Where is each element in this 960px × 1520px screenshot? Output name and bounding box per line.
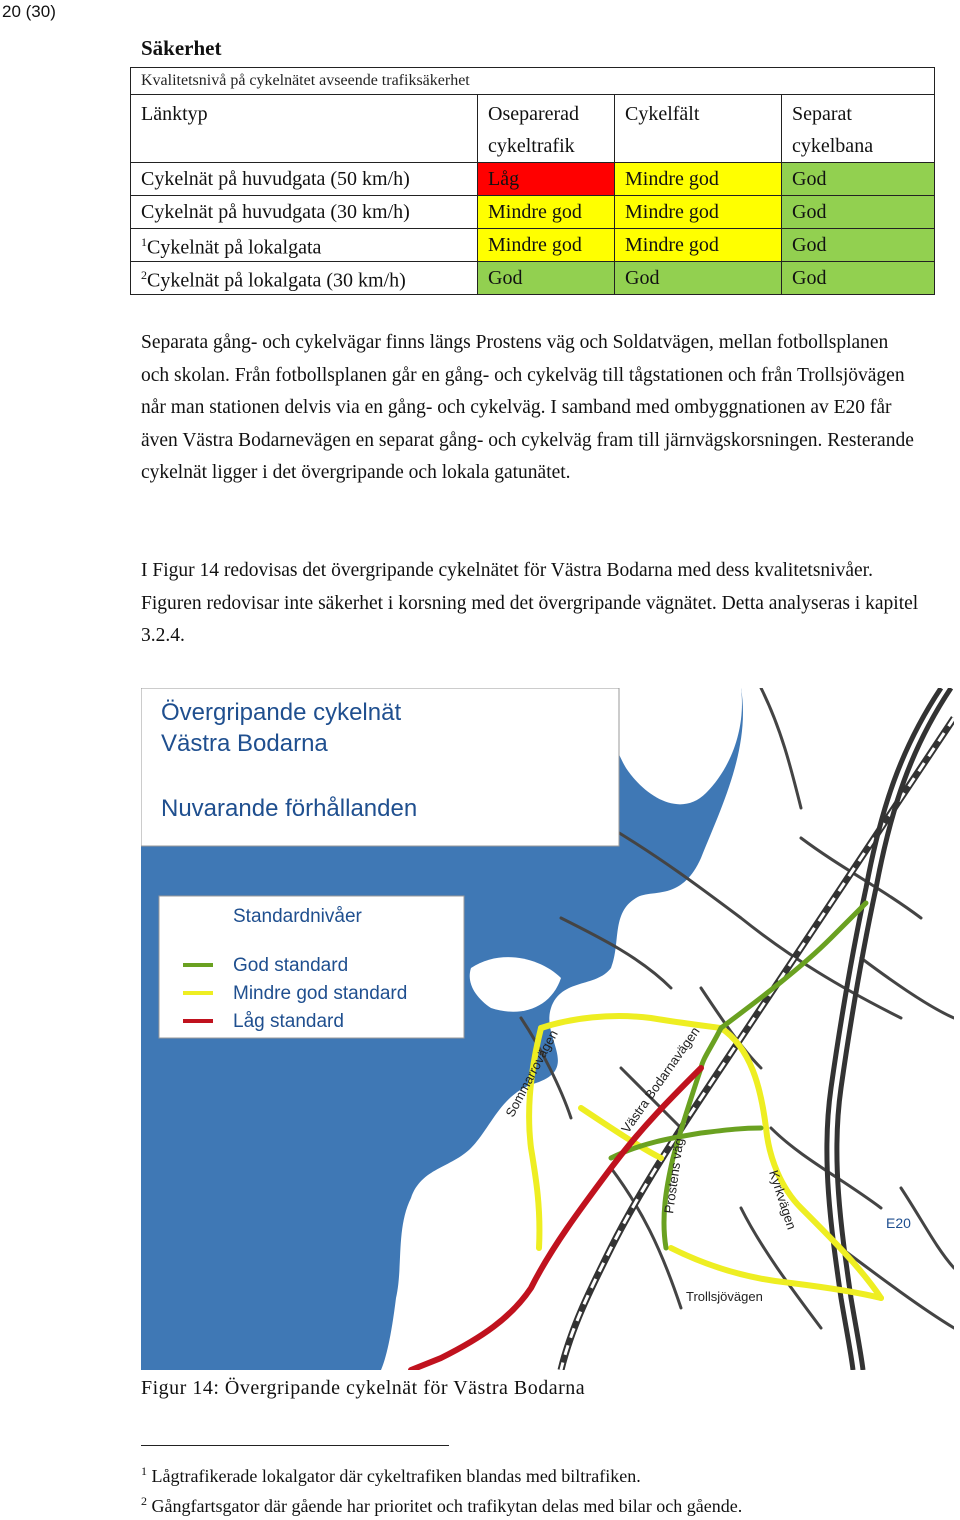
footnote-separator [141,1445,449,1446]
row-label: $^2$Cykelnät på lokalgata (30 km/h) [131,262,478,295]
header-separate-path: Separat cykelbana [782,95,935,163]
rating-cell: God [478,262,615,295]
page-number: 20 (30) [2,2,56,21]
quality-table [130,67,935,295]
map-subtitle: Nuvarande förhållanden [161,795,418,822]
rating-cell: God [782,229,935,262]
body-paragraph: Separata gång- och cykelvägar finns längs Prostens väg och Soldatvägen, mellan fotbollsplanen och skolan. Från fotbollsplanen går en gång- och cykelväg till tågstationen och från Trollsjövägen når man stationen delvis via en gång- och cykelväg. I samband med ombyggnationen av E20 får även Västra Bodarnevägen en separat gång- och cykelväg fram till järnvägskorsningen. Resterande cykelnät ligger i det övergripande och lokala gatunätet. [141,332,914,483]
table-caption: Kvalitetsnivå på cykelnätet avseende trafiksäkerhet [131,68,935,95]
figure-caption: Figur 14: Övergripande cykelnät för Västra Bodarna [141,1377,586,1399]
row-label: $^1$Cykelnät på lokalgata [131,229,478,262]
row-label: Cykelnät på huvudgata (30 km/h) [131,196,478,229]
rating-cell: Mindre god [615,196,782,229]
rating-cell: Mindre god [478,196,615,229]
footnote: $^2$ Gångfartsgator där gående har prioritet och trafikytan delas med bilar och gående. [141,1494,743,1516]
rating-cell: God [782,163,935,196]
legend-label: Låg standard [233,1011,344,1032]
cycle-network-map [141,688,954,1370]
rating-cell: God [782,262,935,295]
road-label-trollsjovagen: Trollsjövägen [686,1289,763,1304]
row-label: Cykelnät på huvudgata (50 km/h) [131,163,478,196]
road-label-vastra-bodarnavagen: Västra Bodarnavägen [618,1024,703,1136]
legend-label: Mindre god standard [233,983,408,1004]
road-label-prostens-vag: Prostens väg [661,1137,687,1215]
rating-cell: Mindre god [615,229,782,262]
table-row [131,229,935,262]
footnote-ref: 2 [141,268,147,283]
header-linktype: Länktyp [131,95,478,163]
legend-label: God standard [233,955,349,976]
legend-title: Standardnivåer [233,906,362,927]
rating-cell: God [615,262,782,295]
header-cycle-lane: Cykelfält [615,95,782,163]
table-row [131,163,935,196]
footnote-ref: 1 [141,235,147,250]
e20-road [827,688,941,1370]
header-unseparated: Oseparerad cykeltrafik [478,95,615,163]
table-row [131,262,935,295]
rating-cell: Mindre god [615,163,782,196]
map-title: Övergripande cykelnät [161,699,402,726]
road-label-kyrkvagen: Kyrkvägen [766,1168,800,1232]
road-label-sommarrovagen: Sommarrovägen [502,1027,561,1120]
rating-cell: Låg [478,163,615,196]
table-row [131,196,935,229]
rating-cell: Mindre god [478,229,615,262]
road-label-e20: E20 [886,1215,911,1231]
rating-cell: God [782,196,935,229]
section-heading: Säkerhet [141,36,222,60]
body-paragraph: I Figur 14 redovisas det övergripande cykelnätet för Västra Bodarna med dess kvalitetsnivåer. Figuren redovisar inte säkerhet i korsning med det övergripande vägnätet. Detta analyseras i kapitel 3.2.4. [141,560,919,646]
map-title: Västra Bodarna [161,730,328,757]
footnote: $^1$ Lågtrafikerade lokalgator där cykeltrafiken blandas med biltrafiken. [141,1464,641,1486]
